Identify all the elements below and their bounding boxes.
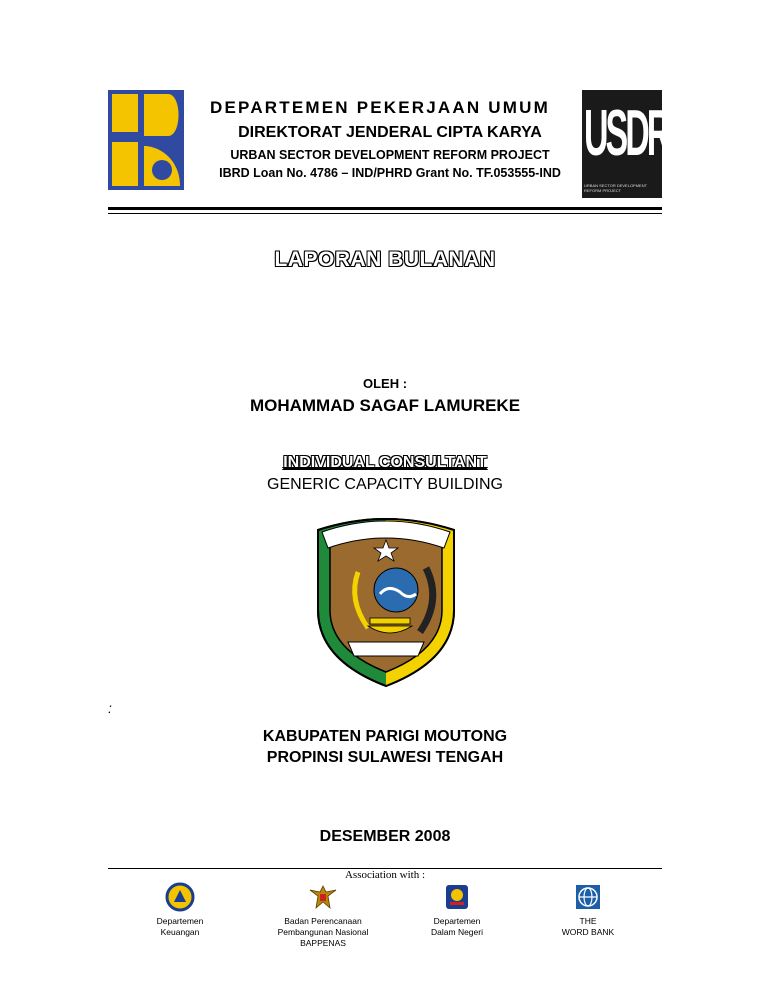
usdrp-logo-tagline: URBAN SECTOR DEVELOPMENT REFORM PROJECT [584,183,647,193]
partner-line2: Keuangan [160,927,200,937]
partner-world-bank [518,882,658,938]
partner-line3: BAPPENAS [300,938,346,948]
report-title: LAPORAN BULANAN [274,248,496,271]
partner-line1: Departemen [156,916,204,926]
colon-mark: : [108,700,112,716]
loan-heading: IBRD Loan No. 4786 – IND/PHRD Grant No. TF.053555-IND [219,166,561,180]
header-divider-thin [108,213,662,214]
pu-logo-icon [108,90,184,190]
program-name: GENERIC CAPACITY BUILDING [267,476,503,493]
world-bank-globe-icon [573,882,603,912]
association-label: Association with : [344,869,426,881]
directorate-heading: DIREKTORAT JENDERAL CIPTA KARYA [238,124,542,141]
usdrp-logo-text: USDRP [584,98,689,171]
dalam-negeri-emblem-icon [442,882,472,912]
province-name: PROPINSI SULAWESI TENGAH [266,749,504,766]
partner-line2: Dalam Negeri [431,927,483,937]
header-divider-thick [108,207,662,210]
partner-keuangan [110,882,250,938]
project-heading: URBAN SECTOR DEVELOPMENT REFORM PROJECT [230,148,550,162]
partner-line2: Pembangunan Nasional [277,927,369,937]
garuda-icon [308,882,338,912]
partner-bappenas [253,882,393,949]
parigi-moutong-emblem-icon [308,510,464,688]
report-date: DESEMBER 2008 [319,828,451,845]
partner-dalam-negeri [387,882,527,938]
regency-name: KABUPATEN PARIGI MOUTONG [262,728,508,745]
partner-line1: Badan Perencanaan [284,916,362,926]
consultant-role: INDIVIDUAL CONSULTANT [283,454,487,471]
partner-line2: WORD BANK [561,927,615,937]
partner-line1: Departemen [433,916,481,926]
author-name: MOHAMMAD SAGAF LAMUREKE [249,396,521,415]
partner-line1: THE [579,916,597,926]
keuangan-emblem-icon [165,882,195,912]
usdrp-logo [582,90,689,198]
by-label: OLEH : [362,376,408,391]
ministry-heading: DEPARTEMEN PEKERJAAN UMUM [210,98,550,117]
